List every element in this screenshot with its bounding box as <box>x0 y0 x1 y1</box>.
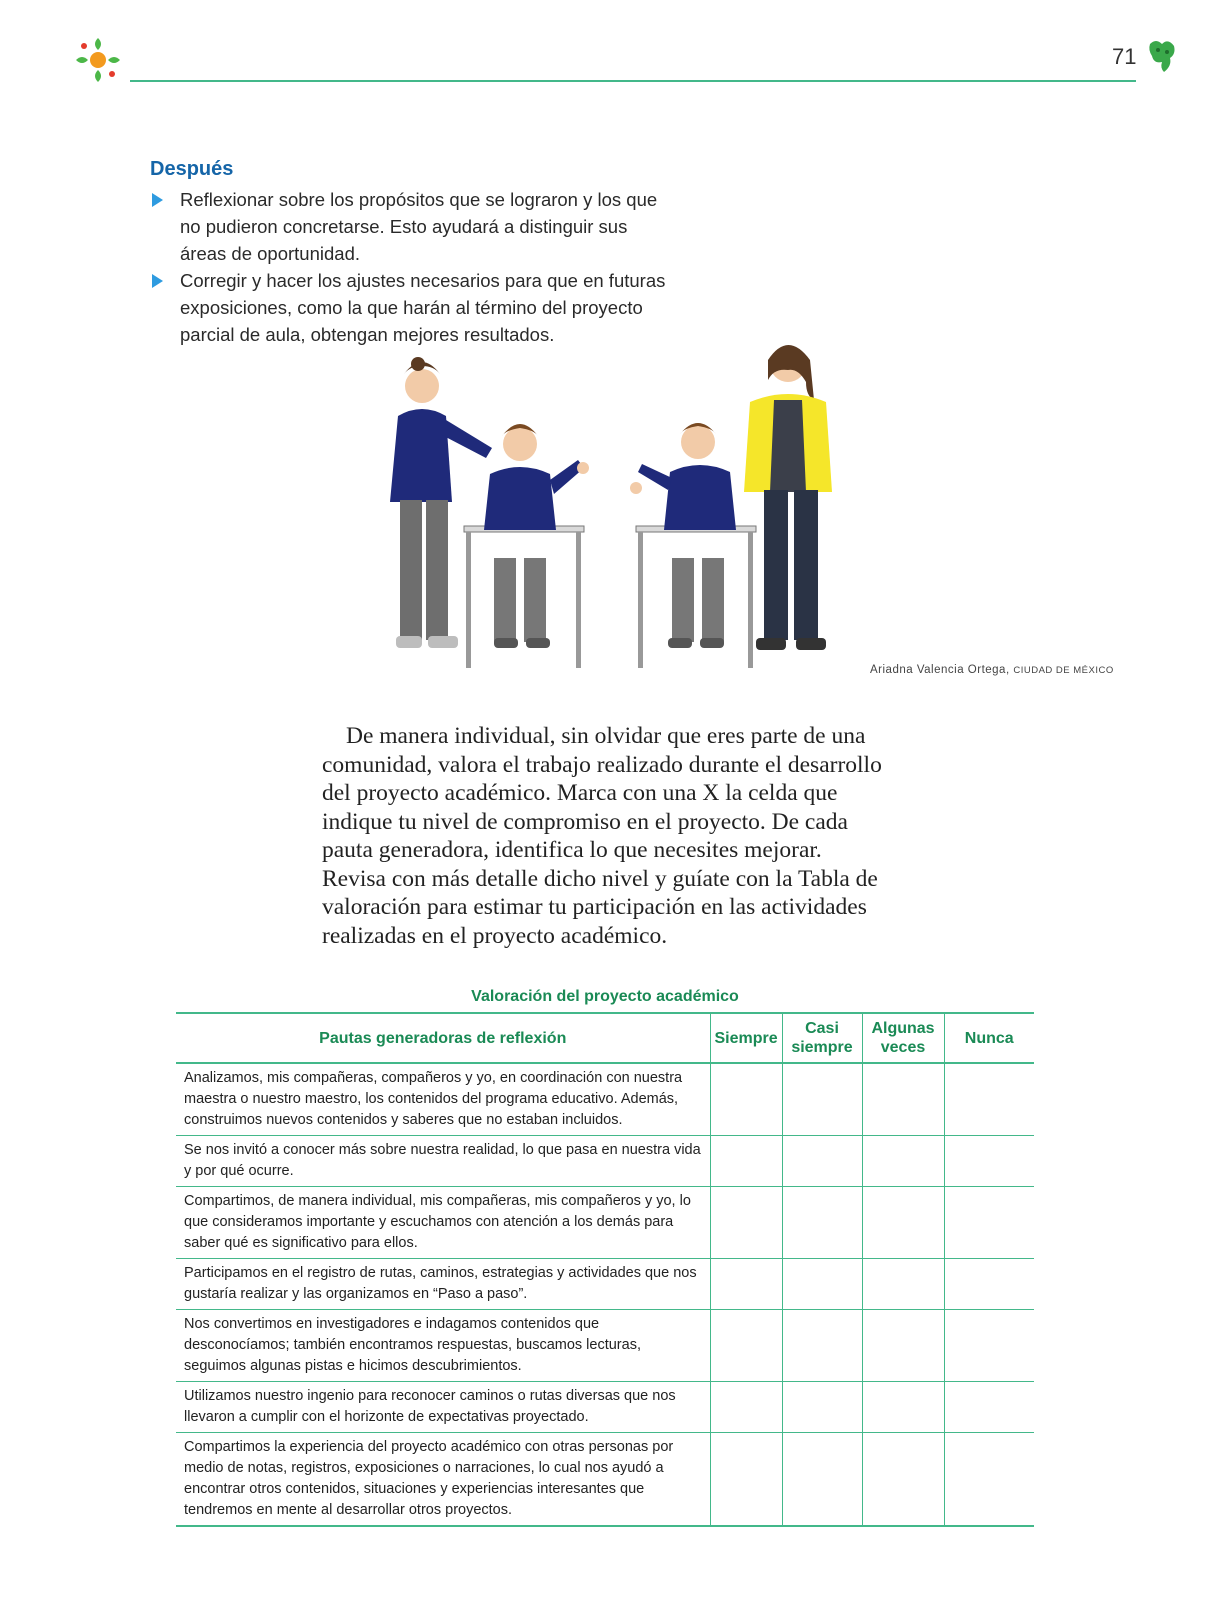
criterion-cell: Compartimos, de manera individual, mis compañeras, mis compañeros y yo, lo que consideramos importante y escuchamos con atención a los demás para saber qué es significativo para ellos. <box>176 1187 710 1259</box>
criterion-cell: Nos convertimos en investigadores e indagamos contenidos que desconocíamos; también encontramos respuestas, buscamos lecturas, seguimos algunas pistas e hicimos descubrimientos. <box>176 1310 710 1382</box>
mark-cell-sometimes[interactable] <box>862 1136 944 1187</box>
table-row <box>176 1063 1034 1136</box>
table-title: Valoración del proyecto académico <box>471 988 739 1005</box>
bullet-text: Corregir y hacer los ajustes necesarios para que en futuras exposiciones, como la que harán al término del proyecto parcial de aula, obtengan mejores resultados. <box>180 270 666 345</box>
mark-cell-never[interactable] <box>944 1136 1034 1187</box>
table-row <box>176 1136 1034 1187</box>
mark-cell-never[interactable] <box>944 1433 1034 1527</box>
seated-student-figure <box>630 423 736 648</box>
header-never: Nunca <box>944 1013 1034 1063</box>
mark-cell-never[interactable] <box>944 1063 1034 1136</box>
credit-place: CIUDAD DE MÉXICO <box>1013 665 1114 676</box>
teacher-figure <box>744 345 832 650</box>
mark-cell-always[interactable] <box>710 1187 782 1259</box>
mark-cell-never[interactable] <box>944 1382 1034 1433</box>
criterion-cell: Utilizamos nuestro ingenio para reconocer caminos o rutas diversas que nos llevaron a cumplir con el horizonte de expectativas proyectado. <box>176 1382 710 1433</box>
students-illustration <box>390 338 860 688</box>
mark-cell-sometimes[interactable] <box>862 1259 944 1310</box>
assessment-table-container <box>176 1012 1034 1527</box>
mark-cell-always[interactable] <box>710 1382 782 1433</box>
header-almost-always: Casi siempre <box>782 1013 862 1063</box>
table-row <box>176 1382 1034 1433</box>
mark-cell-almost-always[interactable] <box>782 1382 862 1433</box>
table-row <box>176 1187 1034 1259</box>
mark-cell-almost-always[interactable] <box>782 1259 862 1310</box>
triangle-bullet-icon <box>152 274 163 288</box>
assessment-table <box>176 1012 1034 1527</box>
mark-cell-almost-always[interactable] <box>782 1433 862 1527</box>
mark-cell-always[interactable] <box>710 1136 782 1187</box>
bullet-text: Reflexionar sobre los propósitos que se lograron y los que no pudieron concretarse. Esto ayudará a distinguir sus áreas de oportunidad. <box>180 189 658 264</box>
bullet-list <box>150 186 670 348</box>
mark-cell-sometimes[interactable] <box>862 1433 944 1527</box>
mark-cell-never[interactable] <box>944 1187 1034 1259</box>
green-glyph-icon <box>1146 38 1178 74</box>
header-always: Siempre <box>710 1013 782 1063</box>
table-header-row <box>176 1013 1034 1063</box>
triangle-bullet-icon <box>152 193 163 207</box>
mark-cell-sometimes[interactable] <box>862 1310 944 1382</box>
mark-cell-almost-always[interactable] <box>782 1063 862 1136</box>
mark-cell-almost-always[interactable] <box>782 1310 862 1382</box>
illustration-credit <box>870 664 1114 676</box>
page-number: 71 <box>1112 44 1137 69</box>
flower-logo-icon <box>70 32 126 88</box>
mark-cell-always[interactable] <box>710 1310 782 1382</box>
mark-cell-never[interactable] <box>944 1259 1034 1310</box>
mark-cell-never[interactable] <box>944 1310 1034 1382</box>
bullet-item <box>150 267 670 348</box>
header-sometimes: Algunas veces <box>862 1013 944 1063</box>
table-row <box>176 1259 1034 1310</box>
criterion-cell: Participamos en el registro de rutas, caminos, estrategias y actividades que nos gustaría realizar y las organizamos en “Paso a paso”. <box>176 1259 710 1310</box>
instructions-paragraph: De manera individual, sin olvidar que eres parte de una comunidad, valora el trabajo realizado durante el desarrollo del proyecto académico. Marca con una X la celda que indique tu nivel de compromiso en el proyecto. De cada pauta generadora, identifica lo que necesites mejorar. Revisa con más detalle dicho nivel y guíate con la Tabla de valoración para estimar tu participación en las actividades realizadas en el proyecto académico. <box>322 723 882 949</box>
section-heading-despues: Después <box>150 158 234 180</box>
table-row <box>176 1433 1034 1527</box>
mark-cell-almost-always[interactable] <box>782 1187 862 1259</box>
mark-cell-always[interactable] <box>710 1259 782 1310</box>
mark-cell-sometimes[interactable] <box>862 1382 944 1433</box>
mark-cell-always[interactable] <box>710 1433 782 1527</box>
mark-cell-almost-always[interactable] <box>782 1136 862 1187</box>
criterion-cell: Compartimos la experiencia del proyecto académico con otras personas por medio de notas, registros, exposiciones o narraciones, lo cual nos ayudó a encontrar otros contenidos, situaciones y experiencias interesantes que tendremos en mente al desarrollar otros proyectos. <box>176 1433 710 1527</box>
standing-student-figure <box>390 357 492 648</box>
mark-cell-always[interactable] <box>710 1063 782 1136</box>
criterion-cell: Se nos invitó a conocer más sobre nuestra realidad, lo que pasa en nuestra vida y por qué ocurre. <box>176 1136 710 1187</box>
seated-student-figure <box>484 424 589 648</box>
header-rule <box>130 80 1136 82</box>
credit-author: Ariadna Valencia Ortega, <box>870 664 1010 676</box>
table-row <box>176 1310 1034 1382</box>
bullet-item <box>150 186 670 267</box>
mark-cell-sometimes[interactable] <box>862 1063 944 1136</box>
mark-cell-sometimes[interactable] <box>862 1187 944 1259</box>
criterion-cell: Analizamos, mis compañeras, compañeros y yo, en coordinación con nuestra maestra o nuestro maestro, los contenidos del programa educativo. Además, construimos nuevos contenidos y saberes que no estaban incluidos. <box>176 1063 710 1136</box>
header-criteria: Pautas generadoras de reflexión <box>176 1013 710 1063</box>
